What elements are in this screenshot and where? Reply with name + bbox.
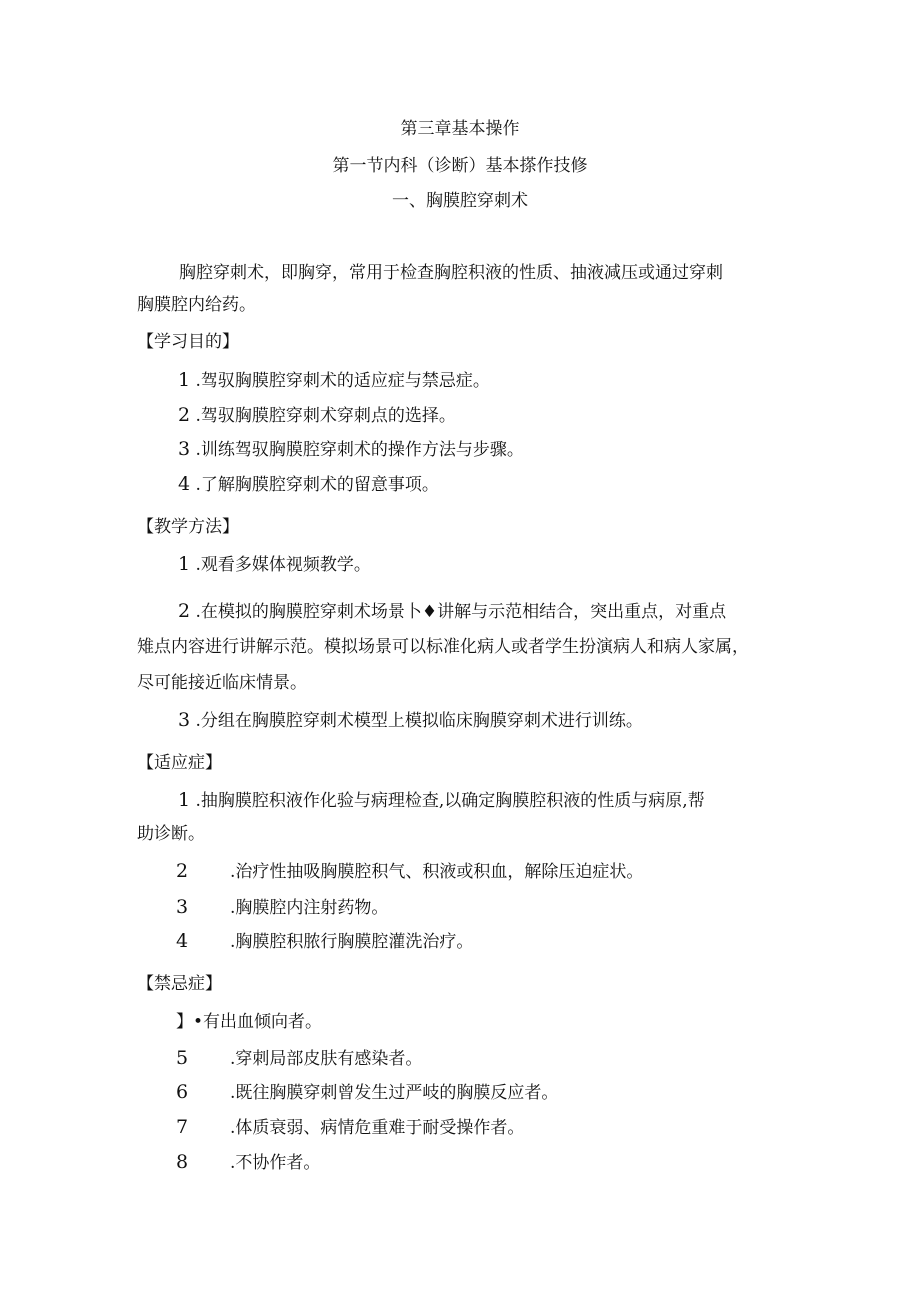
method-item	[178, 709, 643, 732]
chapter-title: 第三章基本操作	[400, 119, 520, 139]
item-number: 7	[176, 1116, 189, 1138]
subsection-title: 一、胸膜腔穿刺术	[392, 191, 528, 211]
methods-heading: 【教学方法】	[137, 517, 239, 537]
item-text: .既往胸膜穿刺曾发生过严岐的胸膜反应者。	[230, 1083, 559, 1103]
objective-item	[178, 404, 456, 427]
contraindication-first-item: 】•有出血倾向者。	[176, 1012, 323, 1032]
contraindication-item	[176, 1151, 320, 1174]
indication-item-line-2: 助诊断。	[137, 824, 205, 844]
item-number: 1	[178, 789, 191, 811]
indication-item	[176, 930, 473, 953]
item-number: 1	[178, 369, 191, 391]
item-number: 1	[178, 553, 191, 575]
item-text: .不协作者。	[230, 1153, 321, 1173]
indications-heading: 【适应症】	[137, 753, 222, 773]
indication-item	[176, 860, 643, 883]
item-text: .分组在胸膜腔穿刺术模型上模拟临床胸膜穿刺术进行训练。	[195, 711, 643, 731]
item-text: .穿刺局部皮肤有感染者。	[230, 1049, 423, 1069]
method-item-line-3: 尽可能接近临床情景。	[137, 673, 307, 693]
item-text: .抽胸膜腔积液作化验与病理检查,以确定胸膜腔积液的性质与病原,帮	[195, 791, 705, 811]
item-text: .胸膜腔内注射药物。	[230, 898, 389, 918]
intro-line-1: 胸腔穿刺术，即胸穿，常用于检查胸腔积液的性质、抽液减压或通过穿刺	[179, 263, 723, 283]
item-text: .训练驾驭胸膜腔穿刺术的操作方法与步骤。	[195, 440, 524, 460]
item-text: .驾驭胸膜腔穿刺术穿刺点的选择。	[195, 406, 456, 426]
item-text: .驾驭胸膜腔穿刺术的适应症与禁忌症。	[195, 371, 490, 391]
item-number: 4	[178, 473, 191, 495]
objectives-heading: 【学习目的】	[137, 332, 239, 352]
item-number: 2	[176, 860, 189, 882]
item-number: 3	[176, 896, 189, 918]
item-text: .胸膜腔积脓行胸膜腔灌洗治疗。	[230, 932, 474, 952]
method-item-line-1	[178, 600, 726, 623]
contraindication-item	[176, 1047, 422, 1070]
method-item	[178, 553, 371, 576]
item-number: 8	[176, 1151, 189, 1173]
objective-item	[178, 473, 439, 496]
item-text: .治疗性抽吸胸膜腔积气、积液或积血，解除压迫症状。	[230, 862, 644, 882]
item-number: 2	[178, 600, 191, 622]
item-number: 3	[178, 438, 191, 460]
objective-item	[178, 369, 490, 392]
contraindication-item	[176, 1116, 524, 1139]
item-number: 4	[176, 930, 189, 952]
contraindication-item	[176, 1081, 558, 1104]
item-number: 3	[178, 709, 191, 731]
item-text: .了解胸膜腔穿刺术的留意事项。	[195, 475, 439, 495]
item-number: 6	[176, 1081, 189, 1103]
item-number: 2	[178, 404, 191, 426]
item-number: 5	[176, 1047, 189, 1069]
item-text: .体质衰弱、病情危重难于耐受操作者。	[230, 1118, 525, 1138]
objective-item	[178, 438, 524, 461]
indication-item	[176, 896, 388, 919]
contraindications-heading: 【禁忌症】	[137, 974, 222, 994]
section-title: 第一节内科（诊断）基本搽作技修	[332, 156, 588, 176]
intro-line-2: 胸膜腔内给药。	[137, 295, 256, 315]
item-text: .观看多媒体视频教学。	[195, 555, 371, 575]
method-item-line-2: 雉点内容进行讲解示范。模拟场景可以标准化病人或者学生扮演病人和病人家属，	[137, 637, 749, 657]
indication-item-line-1	[178, 789, 705, 812]
item-text: .在模拟的胸膜腔穿刺术场景卜♦讲解与示范相结合，突出重点，对重点	[195, 602, 727, 622]
